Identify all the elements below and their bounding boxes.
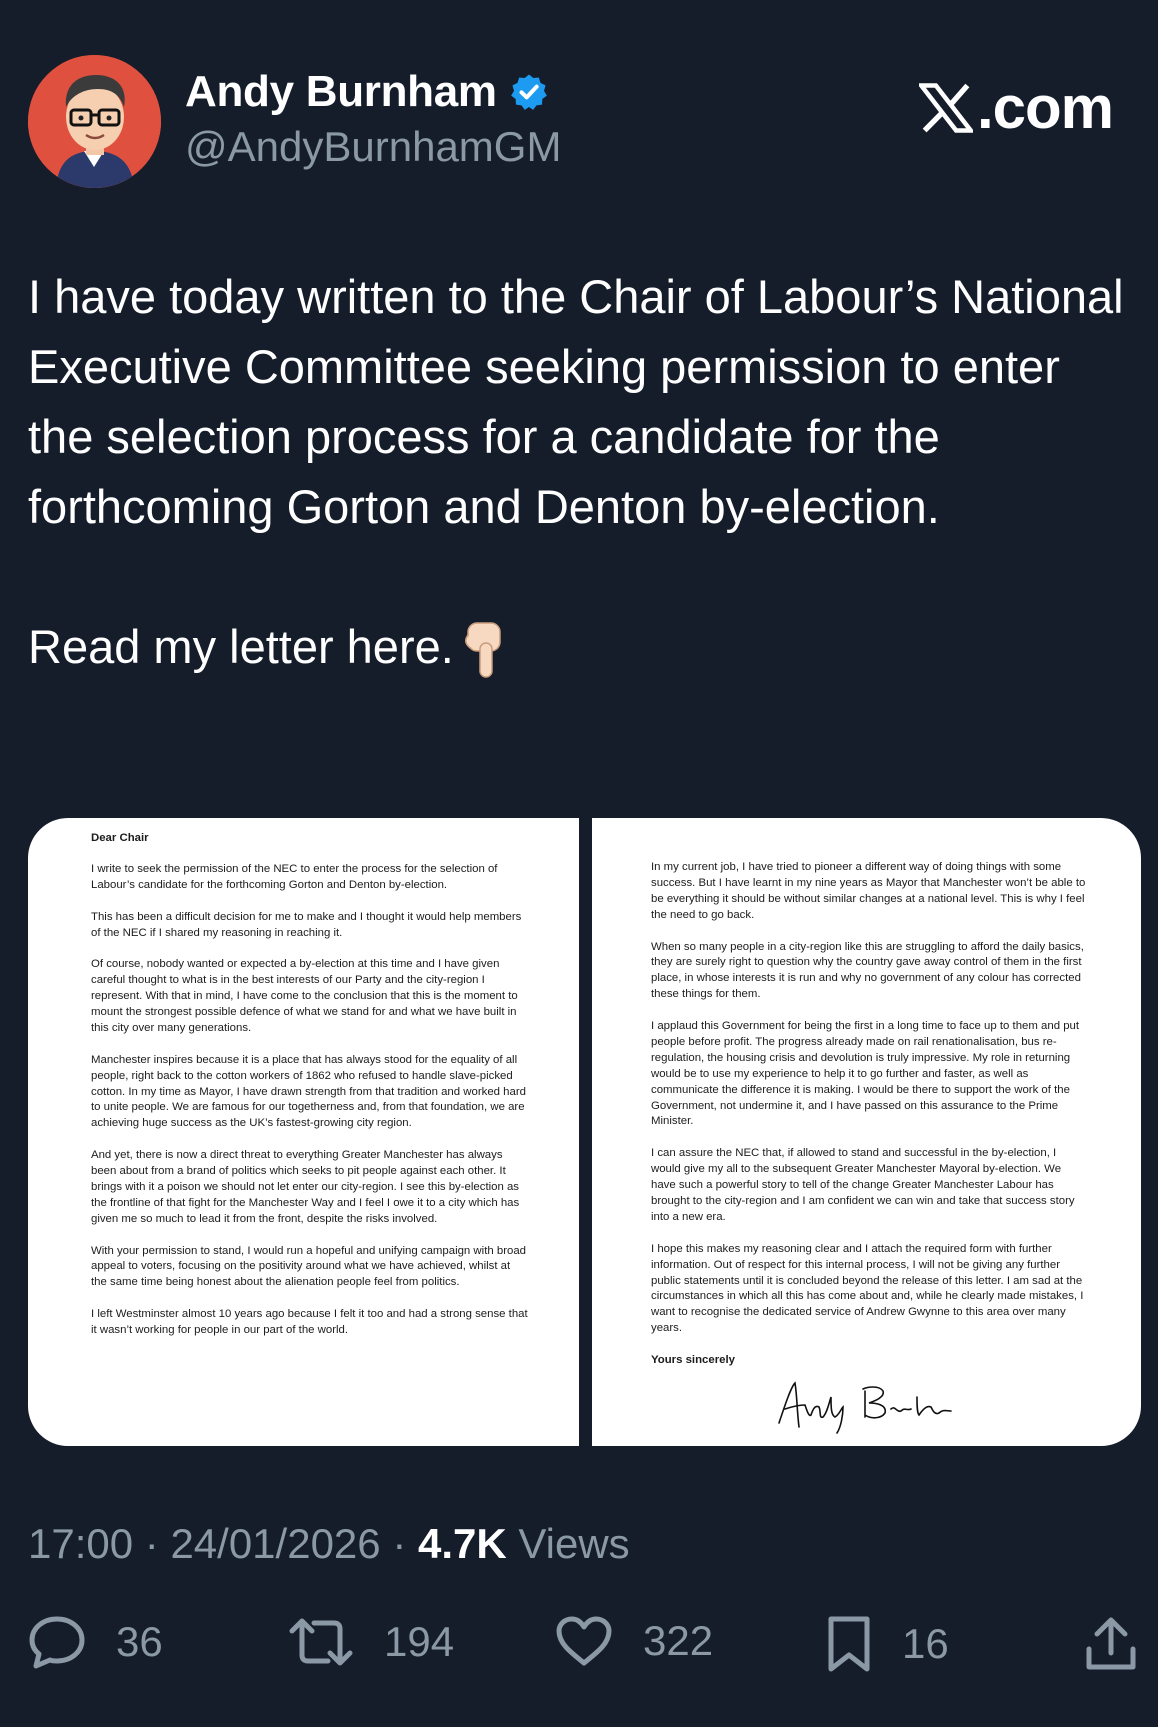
tweet-actions-bar bbox=[0, 1615, 1158, 1675]
letter-paragraph: This has been a difficult decision for me to make and I thought it would help members of the NEC if I shared my reasoning in reaching it. bbox=[91, 910, 522, 939]
letter-greeting: Dear Chair bbox=[91, 832, 149, 844]
repost-button[interactable] bbox=[288, 1615, 454, 1669]
bookmark-count: 16 bbox=[902, 1620, 949, 1667]
brand-domain-label: .com bbox=[976, 74, 1113, 141]
meta-separator: · bbox=[380, 1520, 418, 1567]
x-brand bbox=[919, 73, 1113, 142]
letter-paragraph: With your permission to stand, I would run a hopeful and unifying campaign with broad appeal to voters, focusing on the positivity around what we have achieved, whilst at the same time being honest about the alienation people feel from politics. bbox=[91, 1244, 526, 1289]
meta-separator: · bbox=[133, 1520, 171, 1567]
share-button[interactable] bbox=[1085, 1615, 1137, 1671]
handwritten-signature bbox=[771, 1375, 1086, 1441]
bookmark-button[interactable] bbox=[826, 1615, 949, 1673]
letter-closing: Yours sincerely bbox=[651, 1354, 735, 1367]
pointing-down-emoji bbox=[464, 621, 508, 681]
tweet-date[interactable]: 24/01/2026 bbox=[170, 1520, 381, 1567]
tweet-time[interactable]: 17:00 bbox=[28, 1520, 134, 1567]
letter-paragraph: I applaud this Government for being the first in a long time to face up to them and put people before profit. The progress already made on rail renationalisation, bus re-regulation, the housing crisis and devolution is truly impressive. My role in returning would be to use my experience to help it to go further and faster, as well as communicate the difference it is making. I would be there to support the work of the Government, not undermine it, and I have passed on this assurance to the Prime Minister. bbox=[651, 1020, 1080, 1128]
tweet-text-line: Read my letter here. bbox=[28, 620, 454, 673]
like-button[interactable] bbox=[555, 1615, 713, 1667]
author-handle[interactable]: @AndyBurnhamGM bbox=[185, 123, 562, 170]
tweet-meta bbox=[28, 1520, 630, 1568]
avatar-illustration-icon bbox=[28, 55, 161, 188]
views-label: Views bbox=[506, 1520, 630, 1567]
author-info bbox=[185, 67, 561, 171]
letter-paragraph: Manchester inspires because it is a place that has always stood for the equality of all people, right back to the cotton workers of 1862 who refused to handle slave-picked cotton. In my time as Mayor, I have drawn strength from that tradition and worked hard to unite people. We are famous for our togetherness and, from that foundation, we are achieving huge success as the UK’s fastest-growing city region. bbox=[91, 1053, 526, 1130]
reply-icon bbox=[28, 1615, 86, 1669]
heart-icon bbox=[555, 1615, 613, 1667]
author-name-row[interactable] bbox=[185, 67, 561, 117]
letter-paragraph: I hope this makes my reasoning clear and I attach the required form with further information. Out of respect for this internal process, I will not be giving any further public statements until it is concluded beyond the release of this letter. I am sad at the circumstances in which all this has come about and, while he clearly made mistakes, I want to recognise the dedicated service of Andrew Gwynne to this area over many years. bbox=[651, 1242, 1084, 1335]
repost-count: 194 bbox=[384, 1618, 455, 1665]
letter-paragraph: And yet, there is now a direct threat to everything Greater Manchester has always been about from a brand of politics which seeks to pit people against each other. It brings with it a poison we should not let enter our city-region. I see this by-election as the frontline of that fight for the Manchester Way and I feel I owe it to a city which has given me so much to lead it from the front, despite the risks involved. bbox=[91, 1149, 520, 1225]
tweet-text-paragraph: I have today written to the Chair of Labour’s National Executive Committee seeking permission to enter the selection process for a candidate for the forthcoming Gorton and Denton by-election. bbox=[28, 270, 1124, 533]
letter-paragraph: When so many people in a city-region like this are struggling to afford the daily basics, they are surely right to question why the country gave away control of them in the first place, in whose interests it is run and why no government of any colour has corrected these things for them. bbox=[651, 940, 1084, 1001]
letter-paragraph: I can assure the NEC that, if allowed to stand and successful in the by-election, I would give my all to the subsequent Greater Manchester Mayoral by-election. We have such a powerful story to tell of the change Greater Manchester Labour has brought to the city-region and I am confident we can win and take that success story into a new era. bbox=[651, 1147, 1075, 1223]
repost-icon bbox=[288, 1615, 354, 1669]
reply-button[interactable] bbox=[28, 1615, 163, 1669]
views-count[interactable]: 4.7K bbox=[417, 1520, 507, 1567]
letter-page-2[interactable] bbox=[592, 818, 1141, 1446]
share-icon bbox=[1085, 1615, 1137, 1671]
letter-page-1[interactable] bbox=[28, 818, 579, 1446]
letter-paragraph: Of course, nobody wanted or expected a by-election at this time and I have given careful thought to what is in the best interests of our Party and the city-region I represent. With that in mind, I have come to the conclusion that this is the moment to mount the strongest possible defence of what we stand for and what we have built in this city over many generations. bbox=[91, 958, 518, 1034]
like-count: 322 bbox=[643, 1617, 714, 1664]
author-display-name[interactable]: Andy Burnham bbox=[185, 67, 497, 116]
reply-count: 36 bbox=[116, 1618, 163, 1665]
signature-icon bbox=[771, 1375, 961, 1435]
tweet-header bbox=[28, 55, 1128, 190]
verified-badge-icon bbox=[509, 72, 549, 112]
x-logo-icon bbox=[919, 83, 973, 133]
tweet-body bbox=[28, 262, 1138, 682]
letter-image-gallery[interactable] bbox=[28, 818, 1141, 1446]
bookmark-icon bbox=[826, 1615, 872, 1673]
tweet-text-paragraph bbox=[28, 612, 1138, 682]
letter-paragraph: I left Westminster almost 10 years ago because I felt it too and had a strong sense that it wasn’t working for people in our part of the world. bbox=[91, 1308, 528, 1337]
avatar[interactable] bbox=[28, 55, 161, 188]
letter-paragraph: In my current job, I have tried to pioneer a different way of doing things with some success. But I have learnt in my nine years as Mayor that Manchester won’t be able to be everything it should be without similar changes at a national level. This is why I feel the need to go back. bbox=[651, 861, 1086, 921]
letter-paragraph: I write to seek the permission of the NEC to enter the process for the selection of Labour’s candidate for the forthcoming Gorton and Denton by-election. bbox=[91, 862, 498, 891]
